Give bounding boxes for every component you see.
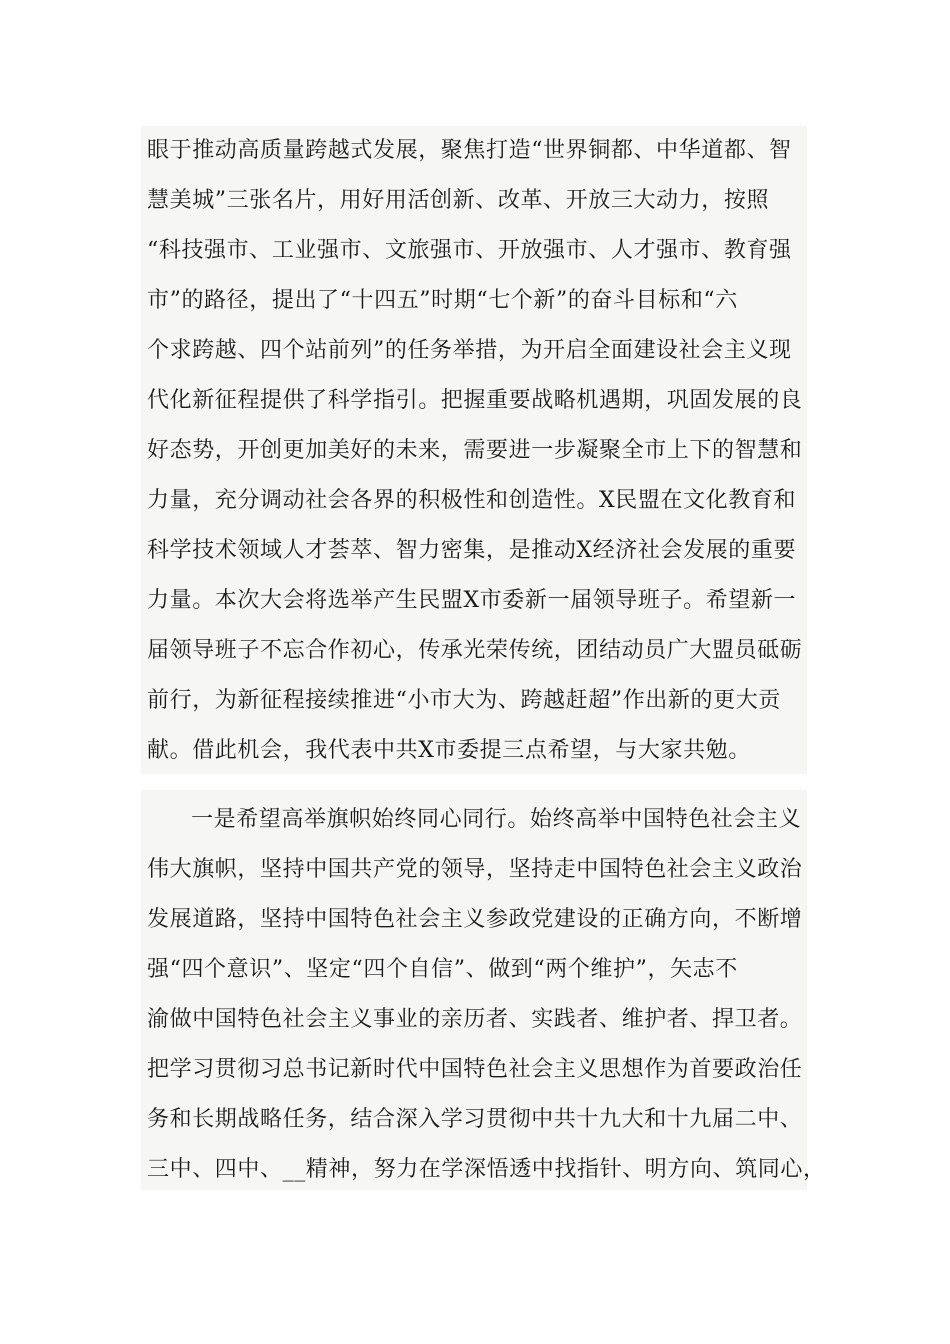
- text-line: 届领导班子不忘合作初心，传承光荣传统，团结动员广大盟员砥砺: [147, 638, 803, 663]
- text-line: 力量。本次大会将选举产生民盟X市委新一届领导班子。希望新一: [147, 588, 797, 613]
- text-line: 渝做中国特色社会主义事业的亲历者、实践者、维护者、捍卫者。: [147, 1007, 803, 1032]
- text-line: 伟大旗帜，坚持中国共产党的领导，坚持走中国特色社会主义政治: [147, 857, 803, 882]
- text-line: 力量，充分调动社会各界的积极性和创造性。X民盟在文化教育和: [147, 488, 797, 513]
- text-line: 三中、四中、__精神，努力在学深悟透中找指针、明方向、筑同心，: [147, 1157, 826, 1182]
- text-line: 代化新征程提供了科学指引。把握重要战略机遇期，巩固发展的良: [147, 388, 803, 413]
- text-line: 前行，为新征程接续推进“小市大为、跨越赶超”作出新的更大贡: [147, 688, 781, 713]
- text-line: 发展道路，坚持中国特色社会主义参政党建设的正确方向，不断增: [147, 907, 803, 932]
- text-line: 强“四个意识”、坚定“四个自信”、做到“两个维护”，矢志不: [147, 957, 738, 982]
- text-line: 好态势，开创更加美好的未来，需要进一步凝聚全市上下的智慧和: [147, 438, 803, 463]
- text-line: 一是希望高举旗帜始终同心同行。始终高举中国特色社会主义: [191, 807, 802, 832]
- text-line: 科学技术领域人才荟萃、智力密集，是推动X经济社会发展的重要: [147, 538, 797, 563]
- text-line: 献。借此机会，我代表中共X市委提三点希望，与大家共勉。: [147, 738, 751, 763]
- text-line: 把学习贯彻习总书记新时代中国特色社会主义思想作为首要政治任: [147, 1057, 803, 1082]
- text-line: 市”的路径，提出了“十四五”时期“七个新”的奋斗目标和“六: [147, 288, 738, 313]
- text-line: 个求跨越、四个站前列”的任务举措，为开启全面建设社会主义现: [147, 338, 792, 363]
- text-line: 眼于推动高质量跨越式发展，聚焦打造“世界铜都、中华道都、智: [147, 138, 792, 163]
- paragraph-1: [141, 126, 807, 774]
- text-line: 务和长期战略任务，结合深入学习贯彻中共十九大和十九届二中、: [147, 1107, 803, 1132]
- paragraph-2: [141, 790, 826, 1190]
- text-line: 慧美城”三张名片，用好用活创新、改革、开放三大动力，按照: [147, 188, 770, 213]
- text-line: “科技强市、工业强市、文旅强市、开放强市、人才强市、教育强: [147, 238, 792, 263]
